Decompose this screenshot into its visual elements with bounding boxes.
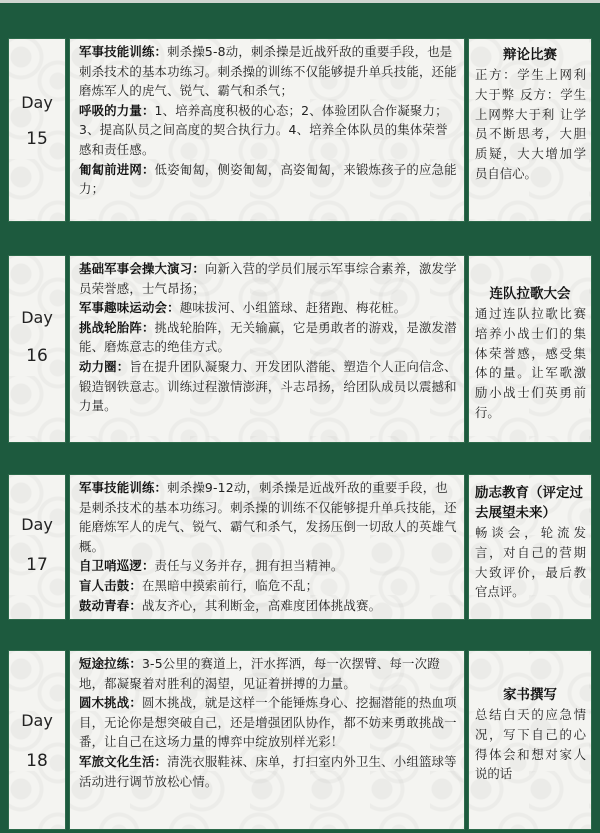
activity-title: 挑战轮胎阵：	[79, 319, 155, 335]
evening-text: 畅谈会，轮流发言，对自己的营期大致评价，最后教官点评。	[475, 525, 586, 600]
activity-text: 刺杀操9-12动，刺杀操是近战歼敌的重要手段，也是刺杀技术的基本功练习。刺杀操的训练不仅能够提升单兵技能，还能磨炼军人的虎气、锐气、霸气和杀气，发扬压倒一切敌人的英雄气概。	[79, 480, 457, 554]
activity-entry	[79, 298, 458, 318]
day-cell	[8, 38, 66, 222]
activity-title: 动力圈：	[79, 358, 130, 374]
activity-text: 3-5公里的赛道上，汗水挥洒，每一次摆臂、每一次蹬地，都凝聚着对胜利的渴望，见证着拼搏的力量。	[79, 656, 440, 691]
activity-title: 匍匐前进网：	[79, 161, 155, 177]
day-label: Day	[21, 308, 53, 327]
activities-cell	[69, 650, 465, 830]
evening-cell	[468, 474, 592, 620]
activity-text: 刺杀操5-8动，刺杀操是近战歼敌的重要手段，也是刺杀技术的基本功练习。刺杀操的训练不仅能够提升单兵技能，还能磨炼军人的虎气、锐气、霸气和杀气；	[79, 44, 457, 99]
activity-text: 低姿匍匐，侧姿匍匐，高姿匍匐，来锻炼孩子的应急能力；	[79, 161, 457, 197]
activity-entry	[79, 101, 458, 160]
activity-entry	[79, 654, 458, 693]
evening-title: 辩论比赛	[503, 47, 557, 63]
day-cell	[8, 255, 66, 443]
evening-text: 正方：学生上网利大于弊 反方：学生上网弊大于利 让学员不断思考，大胆质疑，大大增加学员自信心。	[475, 67, 586, 181]
day-number: 15	[26, 129, 48, 149]
activity-entry	[79, 259, 458, 298]
activity-title: 短途拉练：	[79, 656, 142, 671]
activity-text: 趣味拔河、小组篮球、赶猪跑、梅花桩。	[179, 300, 407, 316]
activity-entry	[79, 478, 458, 556]
activity-entry	[79, 576, 458, 596]
day-cell	[8, 650, 66, 830]
activity-entry	[79, 752, 458, 791]
day-label: Day	[21, 711, 53, 730]
activity-text: 向新入营的学员们展示军事综合素养，激发学员荣誉感，士气昂扬；	[79, 261, 457, 296]
evening-title: 家书撰写	[503, 687, 557, 703]
activity-entry	[79, 160, 458, 199]
activity-text: 挑战轮胎阵，无关输赢，它是勇敢者的游戏，是激发潜能、磨炼意志的绝佳方式。	[79, 319, 457, 355]
day-row-16	[8, 255, 592, 443]
activity-text: 1、培养高度积极的心态；2、体验团队合作凝聚力；3、提高队员之间高度的契合执行力。4、培养全体队员的集体荣誉感和责任感。	[79, 102, 448, 157]
evening-text: 通过连队拉歌比赛培养小战士们的集体荣誉感，感受集体的量。让军歌激励小战士们英勇前行。	[475, 306, 586, 420]
evening-cell	[468, 38, 592, 222]
activity-text: 战友齐心，其利断金，高难度团体挑战赛。	[141, 597, 382, 613]
evening-cell	[468, 255, 592, 443]
activity-title: 军事技能训练：	[79, 480, 168, 495]
activity-title: 鼓动青春：	[79, 597, 142, 613]
evening-cell	[468, 650, 592, 830]
activity-entry	[79, 556, 458, 576]
activities-cell	[69, 38, 465, 222]
activity-title: 军旅文化生活：	[79, 753, 168, 769]
day-row-15	[8, 38, 592, 222]
day-number: 17	[26, 555, 48, 575]
day-row-17	[8, 474, 592, 620]
day-label: Day	[21, 515, 53, 534]
activity-title: 圆木挑战：	[79, 695, 142, 711]
activity-entry	[79, 357, 458, 416]
activity-text: 清洗衣服鞋袜、床单，打扫室内外卫生、小组篮球等活动进行调节放松心情。	[79, 753, 457, 789]
activity-title: 基础军事会操大演习：	[79, 261, 205, 276]
activity-text: 在黑暗中摸索前行，临危不乱；	[141, 577, 319, 593]
activity-title: 自卫哨巡逻：	[79, 558, 155, 574]
day-number: 18	[26, 751, 48, 771]
evening-title: 励志教育（评定过去展望未来）	[475, 485, 583, 521]
activities-cell	[69, 474, 465, 620]
activity-entry	[79, 42, 458, 101]
activity-entry	[79, 318, 458, 357]
activity-entry	[79, 596, 458, 616]
activity-entry	[79, 693, 458, 752]
day-cell	[8, 474, 66, 620]
activity-title: 呼吸的力量：	[79, 102, 155, 118]
activity-text: 责任与义务并存，拥有担当精神。	[154, 558, 344, 574]
evening-title: 连队拉歌大会	[489, 286, 571, 302]
activity-title: 军事趣味运动会：	[79, 300, 180, 316]
day-row-18	[8, 650, 592, 830]
top-edge	[0, 0, 600, 3]
day-label: Day	[21, 93, 53, 112]
activities-cell	[69, 255, 465, 443]
day-number: 16	[26, 346, 48, 366]
activity-title: 军事技能训练：	[79, 44, 168, 59]
evening-text: 总结白天的应急情况，写下自己的心得体会和想对家人说的话	[475, 707, 586, 782]
activity-title: 盲人击鼓：	[79, 577, 142, 593]
activity-text: 圆木挑战，就是这样一个能锤炼身心、挖掘潜能的热血项目，无论你是想突破自己，还是增强团队协作，都不妨来勇敢挑战一番，让自己在这场力量的博弈中绽放别样光彩！	[79, 695, 457, 750]
activity-text: 旨在提升团队凝聚力、开发团队潜能、塑造个人正向信念、锻造钢铁意志。训练过程激情澎湃，斗志昂扬，给团队成员以震撼和力量。	[79, 358, 457, 414]
